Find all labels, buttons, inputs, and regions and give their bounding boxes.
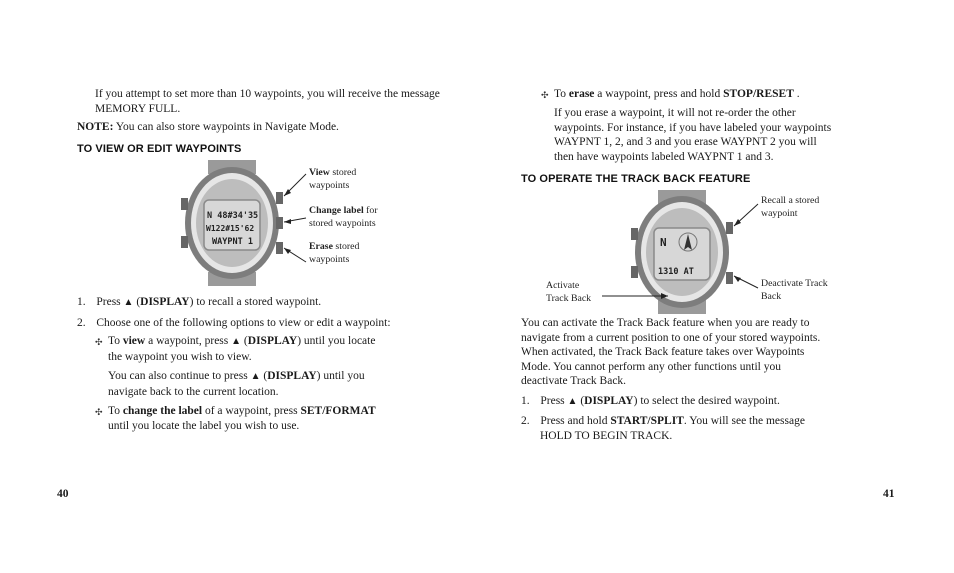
watch-button-left-bottom <box>181 236 188 248</box>
bullet-view-line-2: the waypoint you wish to view. <box>108 350 252 363</box>
watch-button-display <box>726 222 733 234</box>
track-para-line: navigate from a current position to one of your stored waypoints. <box>521 331 821 344</box>
display-button-label: DISPLAY <box>267 370 317 382</box>
bullet-erase-text-a: To <box>554 88 566 100</box>
stop-reset-button-label: STOP/RESET <box>723 88 794 100</box>
track-para-line: You can activate the Track Back feature when you are ready to <box>521 317 810 329</box>
left-step-1-text-b: to recall a stored waypoint. <box>196 296 322 308</box>
erase-para-line: WAYPNT 1, 2, and 3 and you erase WAYPNT 2 you will <box>554 136 817 149</box>
erase-para-line: then have waypoints labeled WAYPNT 1 and 3. <box>554 150 774 163</box>
bullet-erase-bold: erase <box>568 88 595 100</box>
callout-recall <box>761 195 819 220</box>
watch-button-stop-reset <box>276 242 283 254</box>
callout-view <box>309 167 356 192</box>
watch-button-stop-reset <box>726 272 733 284</box>
bullet-erase-text-b: a waypoint, press and hold <box>597 88 721 100</box>
callout-activate-text-1: Activate <box>546 280 580 291</box>
track-back-paragraph <box>521 316 911 389</box>
callout-deactivate <box>761 278 828 303</box>
note-line <box>77 120 339 135</box>
left-step-2-number: 2. <box>77 317 86 329</box>
right-step-1-text-b: to select the desired waypoint. <box>640 395 780 407</box>
right-step-1: 1. Press ▲ (DISPLAY) to select the desired waypoint. <box>521 395 780 407</box>
track-para-line: deactivate Track Back. <box>521 375 627 388</box>
bullet-icon: ✣ <box>95 407 103 417</box>
callout-view-bold: View <box>309 167 330 178</box>
bullet-view-continue-text-a: You can also continue to press <box>108 370 248 382</box>
bullet-icon: ✣ <box>541 90 549 100</box>
watch-button-left-top <box>631 228 638 240</box>
callout-activate <box>546 280 591 305</box>
left-step-1-number: 1. <box>77 296 86 308</box>
callout-erase-text-1: stored <box>335 241 360 252</box>
intro-paragraph <box>95 87 465 116</box>
bullet-change-line-2: until you locate the label you wish to use. <box>108 419 300 432</box>
bullet-view-continue-line-2: navigate back to the current location. <box>108 385 279 398</box>
bullet-view-text-c: until you locate <box>303 335 376 347</box>
callout-deactivate-text-2: Back <box>761 290 782 302</box>
callout-change-text-2: stored waypoints <box>309 217 376 229</box>
section-heading-track-back: TO OPERATE THE TRACK BACK FEATURE <box>521 173 751 185</box>
watch-button-set-format <box>276 217 283 229</box>
right-step-2-text-b: . You will see the message <box>683 415 805 427</box>
watch-bottom-line: 1310 AT <box>658 267 694 277</box>
right-step-2-text-a: Press and hold <box>540 415 608 427</box>
up-arrow-icon: ▲ <box>123 297 134 308</box>
left-step-2 <box>77 316 467 331</box>
callout-erase-bold: Erase <box>309 241 333 252</box>
up-arrow-icon: ▲ <box>250 371 261 382</box>
callout-deactivate-text-1: Deactivate Track <box>761 278 828 289</box>
left-step-1-text-a: Press <box>96 296 121 308</box>
bullet-change-text-a: To <box>108 405 120 417</box>
bullet-change-text-b: of a waypoint, press <box>204 405 298 417</box>
display-button-label: DISPLAY <box>584 395 634 407</box>
up-arrow-icon: ▲ <box>231 336 242 347</box>
intro-text: If you attempt to set more than 10 waypoints, you will receive the message MEMORY FULL. <box>95 88 440 115</box>
watch-compass-letter: N <box>660 236 667 249</box>
callout-recall-text-2: waypoint <box>761 207 798 219</box>
bullet-view-continue-text-b: until you <box>323 370 365 382</box>
watch-line-3: WAYPNT 1 <box>212 237 253 247</box>
bullet-erase <box>554 87 914 102</box>
bullet-view-text-b: a waypoint, press <box>148 335 229 347</box>
bullet-change-label <box>108 404 468 433</box>
watch-button-left-top <box>181 198 188 210</box>
left-step-2-text: Choose one of the following options to view or edit a waypoint: <box>96 317 391 329</box>
note-text: You can also store waypoints in Navigate Mode. <box>115 121 339 133</box>
start-split-button-label: START/SPLIT <box>610 415 684 427</box>
watch-button-display <box>276 192 283 204</box>
track-para-line: Mode. You cannot perform any other functions until you <box>521 360 781 373</box>
display-button-label: DISPLAY <box>247 335 298 347</box>
left-step-1: 1. Press ▲ (DISPLAY) to recall a stored waypoint. <box>77 296 322 308</box>
callout-erase <box>309 241 359 266</box>
erase-paragraph <box>554 106 914 164</box>
note-label: NOTE: <box>77 121 114 133</box>
right-step-1-text-a: Press <box>540 395 565 407</box>
erase-para-line: waypoints. For instance, if you have labeled your waypoints <box>554 121 832 134</box>
section-heading-view-edit: TO VIEW OR EDIT WAYPOINTS <box>77 143 242 155</box>
right-step-2-line-2: HOLD TO BEGIN TRACK. <box>540 429 673 442</box>
set-format-button-label: SET/FORMAT <box>300 405 376 417</box>
right-step-1-number: 1. <box>521 395 530 407</box>
erase-para-line: If you erase a waypoint, it will not re-order the other <box>554 107 796 119</box>
bullet-view-bold: view <box>122 335 146 347</box>
right-step-2-number: 2. <box>521 415 530 427</box>
watch-line-1: N 48#34'35 <box>207 211 259 221</box>
callout-view-text-1: stored <box>332 167 357 178</box>
callout-change-text-1: for <box>366 205 378 216</box>
page-number-left: 40 <box>57 488 69 500</box>
bullet-change-bold: change the label <box>122 405 203 417</box>
callout-recall-text-1: Recall a stored <box>761 195 820 206</box>
page-number-right: 41 <box>883 488 895 500</box>
up-arrow-icon: ▲ <box>567 396 578 407</box>
bullet-erase-text-c: . <box>796 88 800 100</box>
callout-change-label <box>309 205 378 230</box>
watch-button-start-split <box>631 266 638 278</box>
bullet-view: To view a waypoint, press ▲ (DISPLAY) until you locate the waypoint you wish to view. <box>108 335 376 363</box>
callout-view-text-2: waypoints <box>309 179 350 191</box>
right-step-2 <box>521 414 911 443</box>
bullet-view-text-a: To <box>108 335 120 347</box>
bullet-view-continue: You can also continue to press ▲ (DISPLAY) until you navigate back to the current location. <box>108 370 365 398</box>
callout-activate-text-2: Track Back <box>546 292 592 304</box>
watch-line-2: W122#15'62 <box>206 224 255 233</box>
bullet-icon: ✣ <box>95 337 103 347</box>
track-para-line: When activated, the Track Back feature takes over Waypoints <box>521 346 805 359</box>
callout-erase-text-2: waypoints <box>309 253 350 265</box>
callout-change-bold: Change label <box>309 205 364 216</box>
display-button-label: DISPLAY <box>140 296 190 308</box>
